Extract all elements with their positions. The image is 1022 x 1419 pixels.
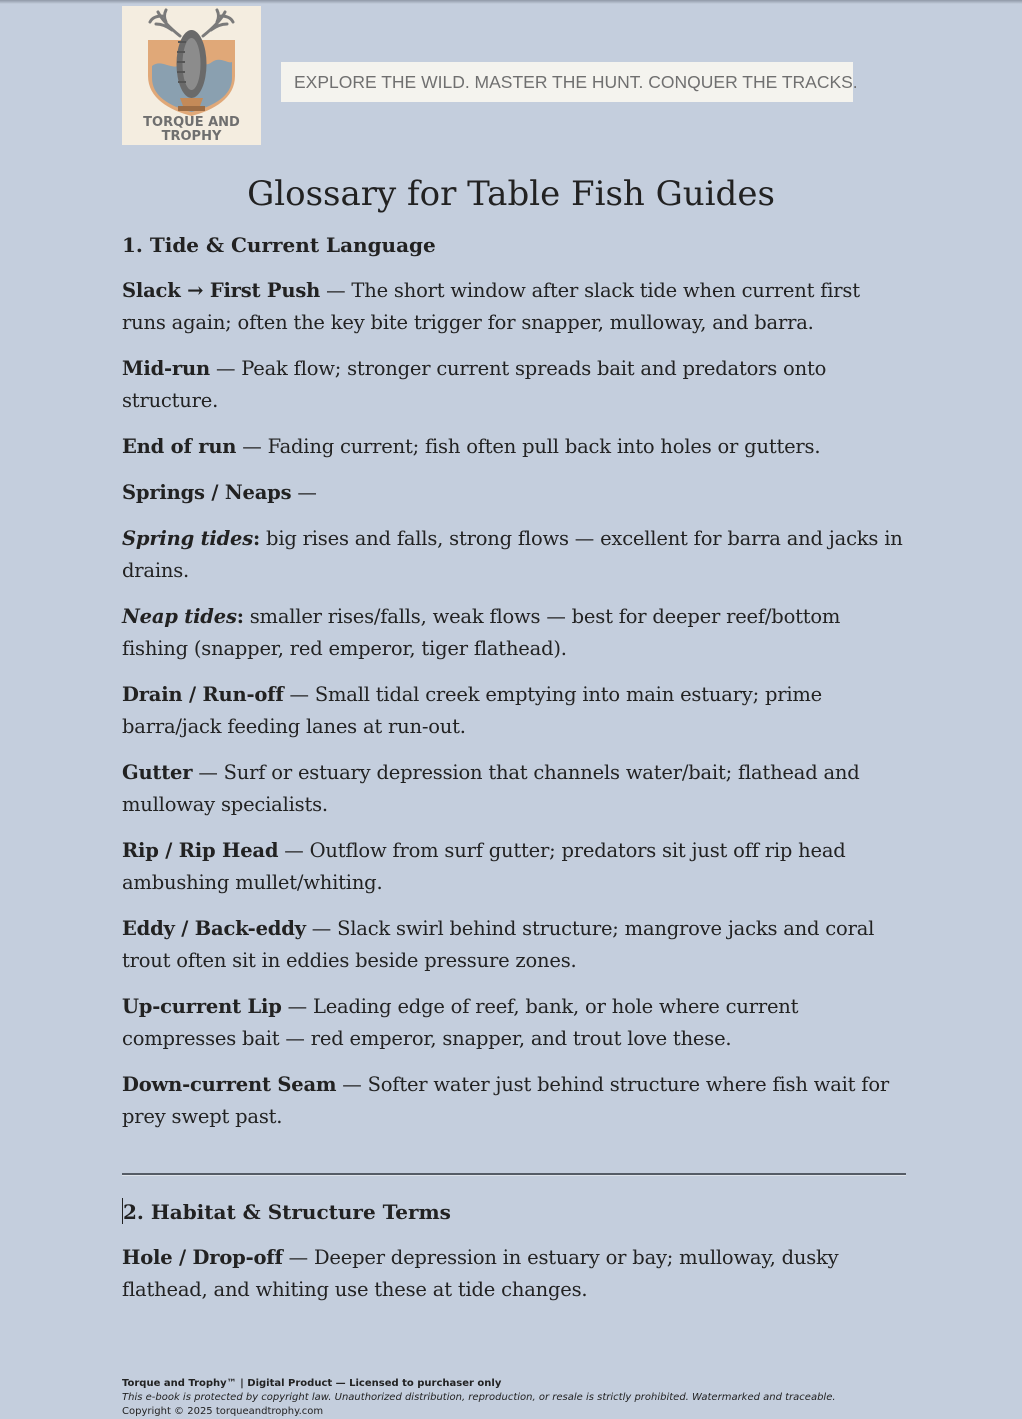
glossary-entry: [122, 523, 906, 587]
glossary-term: Gutter: [122, 761, 193, 784]
top-edge-shadow: [0, 0, 1022, 4]
glossary-term: Eddy / Back-eddy: [122, 917, 306, 940]
glossary-entry: [122, 991, 906, 1055]
document-body: [122, 229, 906, 1320]
glossary-definition: big rises and falls, strong flows — excellent for barra and jacks in drains.: [122, 527, 903, 582]
footer-copyright-line: Copyright © 2025 torqueandtrophy.com: [122, 1406, 324, 1417]
glossary-definition: — The short window after slack tide when current first runs again; often the key bite trigger for snapper, mulloway, and barra.: [122, 279, 860, 334]
glossary-term: Drain / Run-off: [122, 683, 284, 706]
brand-tagline: EXPLORE THE WILD. MASTER THE HUNT. CONQUER THE TRACKS.: [281, 62, 853, 102]
page-footer: [122, 1377, 922, 1419]
glossary-entry: [122, 679, 906, 743]
glossary-entry: [122, 275, 906, 339]
glossary-entry: [122, 757, 906, 821]
glossary-entry: [122, 913, 906, 977]
glossary-definition: — Softer water just behind structure where fish wait for prey swept past.: [122, 1073, 889, 1128]
glossary-term: Rip / Rip Head: [122, 839, 279, 862]
footer-copyright-notice: This e-book is protected by copyright law. Unauthorized distribution, reproduction, or resale is strictly prohibited. Watermarked and traceable.: [122, 1392, 836, 1403]
glossary-term-punct: :: [236, 605, 244, 628]
glossary-term: Mid-run: [122, 357, 210, 380]
brand-name-line2: TROPHY: [161, 129, 222, 144]
glossary-definition: — Outflow from surf gutter; predators sit just off rip head ambushing mullet/whiting.: [122, 839, 846, 894]
section-heading-text: 2. Habitat & Structure Terms: [123, 1200, 451, 1224]
glossary-entry: [122, 477, 906, 509]
glossary-definition: — Deeper depression in estuary or bay; mulloway, dusky flathead, and whiting use these at tide changes.: [122, 1246, 839, 1301]
glossary-definition: — Slack swirl behind structure; mangrove jacks and coral trout often sit in eddies beside pressure zones.: [122, 917, 875, 972]
glossary-term: End of run: [122, 435, 237, 458]
glossary-term: Hole / Drop-off: [122, 1246, 283, 1269]
section-heading-tide-current: 1. Tide & Current Language: [122, 233, 436, 257]
glossary-term: Down-current Seam: [122, 1073, 337, 1096]
glossary-definition: — Leading edge of reef, bank, or hole where current compresses bait — red emperor, snapper, and trout love these.: [122, 995, 799, 1050]
glossary-definition: —: [291, 481, 317, 504]
glossary-term-punct: :: [253, 527, 261, 550]
section-divider: [122, 1173, 906, 1176]
section-heading-habitat-structure: [122, 1196, 906, 1228]
glossary-entry: [122, 1069, 906, 1133]
glossary-entry: [122, 1242, 906, 1306]
brand-logo: [122, 6, 261, 145]
glossary-definition: smaller rises/falls, weak flows — best for deeper reef/bottom fishing (snapper, red emperor, tiger flathead).: [122, 605, 841, 660]
glossary-term: Slack → First Push: [122, 279, 321, 302]
glossary-definition: — Fading current; fish often pull back into holes or gutters.: [236, 435, 821, 458]
glossary-term: Neap tides: [122, 605, 237, 628]
glossary-definition: — Peak flow; stronger current spreads bait and predators onto structure.: [122, 357, 827, 412]
glossary-entry: [122, 431, 906, 463]
glossary-entry: [122, 601, 906, 665]
page-title: Glossary for Table Fish Guides: [247, 174, 775, 214]
glossary-definition: — Small tidal creek emptying into main estuary; prime barra/jack feeding lanes at run-out.: [122, 683, 823, 738]
glossary-entry: [122, 835, 906, 899]
glossary-term: Spring tides: [122, 527, 254, 550]
glossary-term: Up-current Lip: [122, 995, 282, 1018]
glossary-term: Springs / Neaps: [122, 481, 292, 504]
glossary-entry: [122, 353, 906, 417]
footer-license-line: Torque and Trophy™ | Digital Product — Licensed to purchaser only: [122, 1378, 502, 1389]
glossary-definition: — Surf or estuary depression that channels water/bait; flathead and mulloway specialists.: [122, 761, 860, 816]
brand-name-line1: TORQUE AND: [143, 115, 240, 130]
